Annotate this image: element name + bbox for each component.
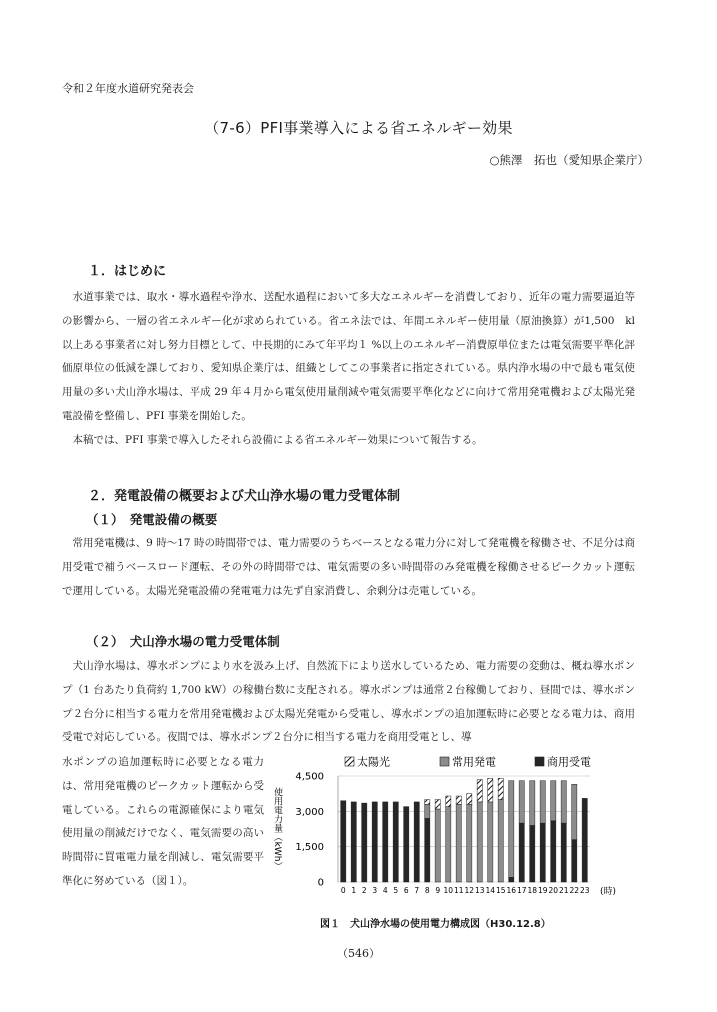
bar-utility xyxy=(519,823,524,882)
bar-generator xyxy=(498,800,503,882)
bar-utility xyxy=(551,821,556,882)
x-tick-label: 14 xyxy=(485,886,496,895)
x-tick-label: 2 xyxy=(361,886,367,895)
bar-solar xyxy=(456,796,461,804)
page-number: （546） xyxy=(337,947,380,960)
x-tick-label: 10 xyxy=(443,886,454,895)
bar-generator xyxy=(456,804,461,882)
bar-utility xyxy=(383,802,388,882)
bar-generator xyxy=(467,804,472,882)
bar-utility xyxy=(341,801,346,882)
x-tick-label: 23 xyxy=(579,886,590,895)
x-tick-label: 12 xyxy=(464,886,475,895)
x-tick-label: 5 xyxy=(393,886,399,895)
legend-label: 常用発電 xyxy=(452,755,496,769)
subsection-1-heading: （１） 発電設備の概要 xyxy=(86,512,218,527)
bar-generator xyxy=(530,781,535,826)
bar-utility xyxy=(393,802,398,882)
bar-utility xyxy=(372,802,377,882)
x-tick-label: 20 xyxy=(548,886,559,895)
bar-solar xyxy=(467,794,472,805)
power-composition-chart xyxy=(265,752,645,910)
x-tick-label: 17 xyxy=(516,886,527,895)
subsection-2-paragraph-1: 犬山浄水場は、導水ポンプにより水を汲み上げ、自然流下により送水しているため、電力需要の変動は、概ね導水ポンプ（1 台あたり負荷約 1,700 kW）の稼働台数に支配される。導水ポンプは通常２台稼働しており、昼間では、導水ポンプ２台分に相当する電力を常用発電機および太陽光発電から受電し、導水ポンプの追加運転時に必要となる電力は、商用受電で対応している。夜間では、導水ポンプ２台分に相当する電力を商用受電とし、導 xyxy=(62,660,635,744)
x-tick-label: 15 xyxy=(495,886,506,895)
legend-swatch xyxy=(440,757,449,766)
bar-utility xyxy=(540,823,545,882)
y-tick-label: 3,000 xyxy=(295,806,324,818)
x-axis-unit: (時) xyxy=(599,887,617,897)
y-tick-label: 1,500 xyxy=(295,842,324,854)
bar-solar xyxy=(435,800,440,809)
bar-solar xyxy=(446,796,451,807)
bar-generator xyxy=(446,807,451,882)
bar-generator xyxy=(519,781,524,823)
header-org: 令和２年度水道研究発表会 xyxy=(62,82,194,95)
bar-utility xyxy=(509,877,514,882)
x-tick-label: 11 xyxy=(453,886,464,895)
bar-solar xyxy=(477,780,482,802)
bar-utility xyxy=(572,840,577,882)
bar-utility xyxy=(561,823,566,882)
bar-solar xyxy=(498,778,503,799)
bar-generator xyxy=(488,802,493,882)
bar-generator xyxy=(551,781,556,821)
subsection-2-body xyxy=(62,655,635,750)
bar-solar xyxy=(425,800,430,805)
subsection-1-paragraph: 常用発電機は、9 時～17 時の時間帯では、電力需要のうちベースとなる電力分に対して発電機を稼働させ、不足分は商用受電で補うベースロード運転、その外の時間帯では、電気需要の多い時間帯のみ発電機を稼働させるピークカット運転で運用している。太陽光発電設備の発電電力は先ず自家消費し、余剰分は売電している。 xyxy=(62,537,635,597)
legend-swatch xyxy=(345,757,354,766)
bar-solar xyxy=(488,778,493,802)
section-2-heading: ２．発電設備の概要および犬山浄水場の電力受電体制 xyxy=(88,489,401,504)
x-tick-label: 9 xyxy=(435,886,441,895)
bar-generator xyxy=(509,781,514,878)
y-axis-label: 使用電力量（kWh） xyxy=(272,787,282,871)
section-1-body xyxy=(62,286,635,453)
subsection-2-paragraph-2: 水ポンプの追加運転時に必要となる電力は、常用発電機のピークカット運転から受電している。これらの電源確保により電気使用量の削減だけでなく、電気需要の高い時間帯に買電電力量を削減し、電気需要平準化に努めている（図１）。 xyxy=(62,756,264,887)
bar-utility xyxy=(414,802,419,882)
bar-utility xyxy=(425,818,430,882)
subsection-1-body xyxy=(62,532,635,603)
legend-label: 商用受電 xyxy=(547,755,591,769)
x-tick-label: 1 xyxy=(351,886,357,895)
bar-generator xyxy=(561,781,566,823)
legend-label: 太陽光 xyxy=(357,755,390,769)
bar-utility xyxy=(530,825,535,882)
x-tick-label: 4 xyxy=(382,886,388,895)
x-tick-label: 0 xyxy=(340,886,346,895)
x-tick-label: 21 xyxy=(558,886,569,895)
x-tick-label: 7 xyxy=(414,886,420,895)
legend-swatch xyxy=(535,757,544,766)
x-tick-label: 18 xyxy=(527,886,538,895)
bar-utility xyxy=(351,802,356,882)
bar-utility xyxy=(362,803,367,882)
x-tick-label: 3 xyxy=(372,886,378,895)
x-tick-label: 19 xyxy=(537,886,548,895)
section-1-paragraph-2: 本稿では、PFI 事業で導入したそれら設備による省エネルギー効果について報告する。 xyxy=(72,433,483,446)
x-tick-label: 8 xyxy=(424,886,430,895)
bar-generator xyxy=(572,784,577,839)
y-tick-label: 0 xyxy=(317,877,324,889)
section-1-heading: １．はじめに xyxy=(88,264,167,279)
bar-utility xyxy=(404,807,409,882)
bar-generator xyxy=(540,781,545,823)
x-tick-label: 16 xyxy=(506,886,517,895)
section-1-paragraph-1: 水道事業では、取水・導水過程や浄水、送配水過程において多大なエネルギーを消費しており、近年の電力需要逼迫等の影響から、一層の省エネルギー化が求められている。省エネ法では、年間エネルギー使用量（原油換算）が1,500 kl以上ある事業者に対し努力目標として、中長期的にみて年平均１ %以上のエネルギー消費原単位または電気需要平準化評価原単位の低減を課しており、愛知県企業庁は、組織としてこの事業者に指定されている。県内浄水場の中で最も電気使用量の多い犬山浄水場は、平成 29 年４月から電気使用量削減や電気需要平準化などに向けて常用発電機および太陽光発電設備を整備し、PFI 事業を開始した。 xyxy=(62,291,635,422)
paper-title: （7-6）PFI事業導入による省エネルギー効果 xyxy=(204,119,513,137)
bar-generator xyxy=(435,809,440,882)
x-tick-label: 22 xyxy=(569,886,580,895)
subsection-2-wrap-text xyxy=(62,751,264,894)
bar-generator xyxy=(477,802,482,882)
author: ○熊澤 拓也（愛知県企業庁） xyxy=(489,153,649,167)
subsection-2-heading: （２） 犬山浄水場の電力受電体制 xyxy=(86,634,280,649)
x-tick-label: 6 xyxy=(403,886,409,895)
bar-utility xyxy=(582,798,587,882)
figure-caption: 図１ 犬山浄水場の使用電力構成図（H30.12.8） xyxy=(320,919,551,930)
x-tick-label: 13 xyxy=(474,886,485,895)
bar-generator xyxy=(425,804,430,818)
y-tick-label: 4,500 xyxy=(295,771,324,783)
